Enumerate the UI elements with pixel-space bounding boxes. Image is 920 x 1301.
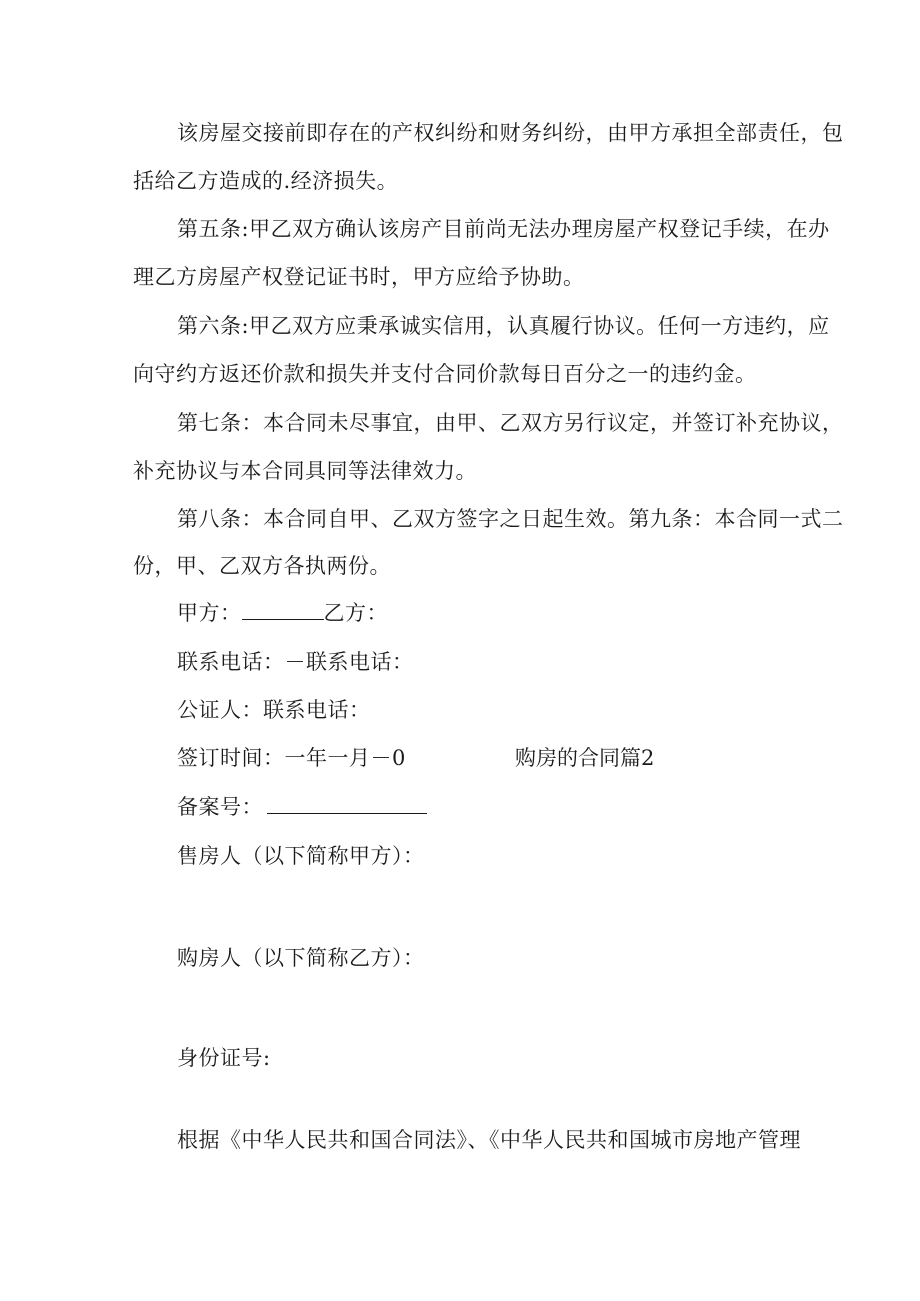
record-number-line	[177, 794, 427, 820]
party-signature-line	[177, 600, 388, 626]
party-b-label: 乙方：	[323, 601, 388, 625]
party-a-blank	[242, 601, 324, 620]
record-number-blank	[267, 795, 427, 814]
notary-line: 公证人：联系电话：	[177, 698, 371, 722]
contract-2-title: 购房的合同篇2	[515, 746, 655, 770]
paragraph-3-line-2: 向守约方返还价款和损失并支付合同价款每日百分之一的违约金。	[133, 362, 757, 386]
seller-line: 售房人（以下简称甲方）：	[177, 844, 425, 868]
legal-basis-line: 根据《中华人民共和国合同法》、《中华人民共和国城市房地产管理	[177, 1128, 801, 1152]
paragraph-4-line-2: 补充协议与本合同具同等法律效力。	[133, 459, 477, 483]
paragraph-5-line-1: 第八条：本合同自甲、乙双方签字之日起生效。第九条：本合同一式二	[177, 507, 844, 531]
contact-phone-line: 联系电话：－联系电话：	[177, 650, 414, 674]
paragraph-3-line-1: 第六条:甲乙双方应秉承诚实信用，认真履行协议。任何一方违约，应	[177, 314, 830, 338]
paragraph-5-line-2: 份，甲、乙双方各执两份。	[133, 554, 391, 578]
paragraph-1-line-1: 该房屋交接前即存在的产权纠纷和财务纠纷，由甲方承担全部责任，包	[177, 121, 844, 145]
sign-date-line: 签订时间：一年一月－0	[177, 746, 406, 770]
paragraph-4-line-1: 第七条：本合同未尽事宜，由甲、乙双方另行议定，并签订补充协议，	[177, 411, 844, 435]
paragraph-2-line-1: 第五条:甲乙双方确认该房产目前尚无法办理房屋产权登记手续，在办	[177, 217, 830, 241]
paragraph-1-line-2: 括给乙方造成的.经济损失。	[133, 169, 399, 193]
id-number-line: 身份证号:	[177, 1046, 271, 1070]
party-a-label: 甲方：	[177, 601, 242, 625]
paragraph-2-line-2: 理乙方房屋产权登记证书时，甲方应给予协助。	[133, 265, 585, 289]
record-number-label: 备案号：	[177, 795, 263, 819]
buyer-line: 购房人（以下简称乙方）：	[177, 946, 425, 970]
